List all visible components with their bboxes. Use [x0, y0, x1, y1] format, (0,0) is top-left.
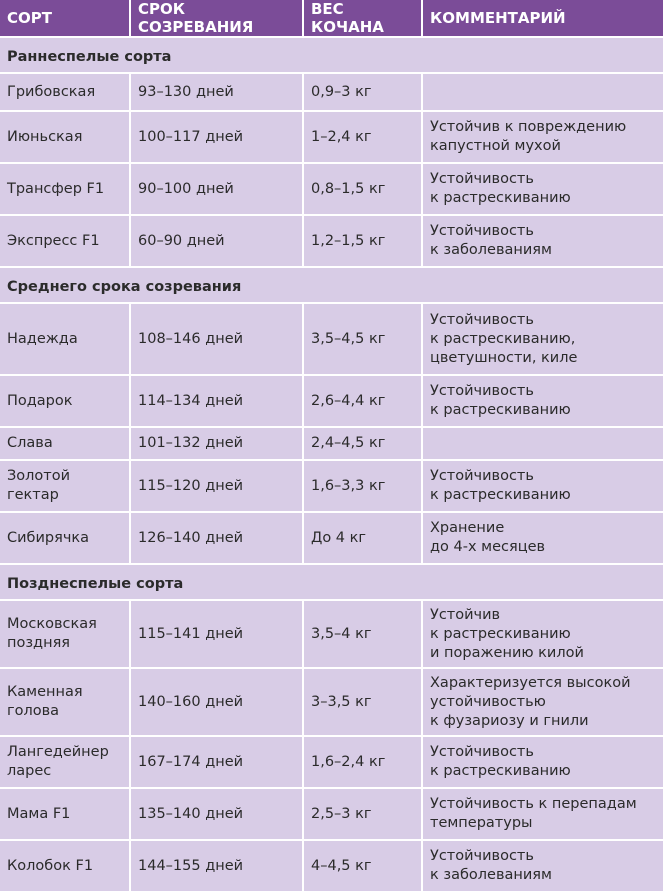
- variety-cell: Мама F1: [0, 788, 130, 840]
- weight-cell: 1,2–1,5 кг: [303, 215, 422, 267]
- variety-cell: Лангедейнер ларес: [0, 736, 130, 788]
- maturation-cell: 60–90 дней: [130, 215, 303, 267]
- maturation-cell: 115–141 дней: [130, 600, 303, 668]
- table-row: [0, 427, 663, 460]
- weight-cell: 3–3,5 кг: [303, 668, 422, 736]
- comment-cell: [422, 73, 663, 111]
- comment-cell: Устойчивость к перепадам температуры: [422, 788, 663, 840]
- comment-cell: Устойчивость к заболеваниям: [422, 215, 663, 267]
- table-body: [0, 37, 663, 892]
- table-row: [0, 303, 663, 375]
- maturation-cell: 140–160 дней: [130, 668, 303, 736]
- variety-cell: Подарок: [0, 375, 130, 427]
- weight-cell: 1–2,4 кг: [303, 111, 422, 163]
- variety-cell: Июньская: [0, 111, 130, 163]
- comment-cell: Хранение до 4-х месяцев: [422, 512, 663, 564]
- weight-cell: 2,6–4,4 кг: [303, 375, 422, 427]
- weight-cell: 2,4–4,5 кг: [303, 427, 422, 460]
- comment-cell: Устойчивость к растрескиванию: [422, 460, 663, 512]
- maturation-cell: 126–140 дней: [130, 512, 303, 564]
- section-row: [0, 37, 663, 73]
- table-row: [0, 73, 663, 111]
- variety-cell: Слава: [0, 427, 130, 460]
- comment-cell: Устойчивость к заболеваниям: [422, 840, 663, 892]
- header-maturation: СРОК СОЗРЕВАНИЯ: [130, 0, 303, 37]
- maturation-cell: 167–174 дней: [130, 736, 303, 788]
- table-row: [0, 111, 663, 163]
- comment-cell: Характеризуется высокой устойчивостью к фузариозу и гнили: [422, 668, 663, 736]
- variety-cell: Золотой гектар: [0, 460, 130, 512]
- header-comment: КОММЕНТАРИЙ: [422, 0, 663, 37]
- variety-cell: Каменная голова: [0, 668, 130, 736]
- section-row: [0, 267, 663, 303]
- variety-cell: Надежда: [0, 303, 130, 375]
- variety-cell: Сибирячка: [0, 512, 130, 564]
- weight-cell: 2,5–3 кг: [303, 788, 422, 840]
- table-row: [0, 163, 663, 215]
- table-row: [0, 215, 663, 267]
- section-title: Позднеспелые сорта: [0, 564, 663, 600]
- variety-cell: Грибовская: [0, 73, 130, 111]
- weight-cell: 4–4,5 кг: [303, 840, 422, 892]
- comment-cell: Устойчивость к растрескиванию: [422, 375, 663, 427]
- header-weight: ВЕС КОЧАНА: [303, 0, 422, 37]
- weight-cell: 3,5–4,5 кг: [303, 303, 422, 375]
- maturation-cell: 90–100 дней: [130, 163, 303, 215]
- maturation-cell: 93–130 дней: [130, 73, 303, 111]
- maturation-cell: 101–132 дней: [130, 427, 303, 460]
- table-row: [0, 600, 663, 668]
- comment-cell: Устойчивость к растрескиванию, цветушности, киле: [422, 303, 663, 375]
- header-variety: СОРТ: [0, 0, 130, 37]
- table-row: [0, 736, 663, 788]
- maturation-cell: 100–117 дней: [130, 111, 303, 163]
- maturation-cell: 114–134 дней: [130, 375, 303, 427]
- comment-cell: Устойчивость к растрескиванию: [422, 163, 663, 215]
- table-row: [0, 375, 663, 427]
- variety-cell: Московская поздняя: [0, 600, 130, 668]
- comment-cell: [422, 427, 663, 460]
- comment-cell: Устойчив к повреждению капустной мухой: [422, 111, 663, 163]
- weight-cell: 1,6–2,4 кг: [303, 736, 422, 788]
- table-row: [0, 512, 663, 564]
- comment-cell: Устойчив к растрескиванию и поражению килой: [422, 600, 663, 668]
- maturation-cell: 135–140 дней: [130, 788, 303, 840]
- weight-cell: 0,9–3 кг: [303, 73, 422, 111]
- maturation-cell: 115–120 дней: [130, 460, 303, 512]
- weight-cell: 0,8–1,5 кг: [303, 163, 422, 215]
- section-title: Среднего срока созревания: [0, 267, 663, 303]
- weight-cell: 1,6–3,3 кг: [303, 460, 422, 512]
- comment-cell: Устойчивость к растрескиванию: [422, 736, 663, 788]
- table-row: [0, 788, 663, 840]
- section-title: Раннеспелые сорта: [0, 37, 663, 73]
- header-row: [0, 0, 663, 37]
- maturation-cell: 144–155 дней: [130, 840, 303, 892]
- table-row: [0, 840, 663, 892]
- variety-cell: Экспресс F1: [0, 215, 130, 267]
- weight-cell: До 4 кг: [303, 512, 422, 564]
- table-row: [0, 668, 663, 736]
- section-row: [0, 564, 663, 600]
- variety-cell: Колобок F1: [0, 840, 130, 892]
- variety-cell: Трансфер F1: [0, 163, 130, 215]
- table-header: [0, 0, 663, 37]
- maturation-cell: 108–146 дней: [130, 303, 303, 375]
- table-row: [0, 460, 663, 512]
- weight-cell: 3,5–4 кг: [303, 600, 422, 668]
